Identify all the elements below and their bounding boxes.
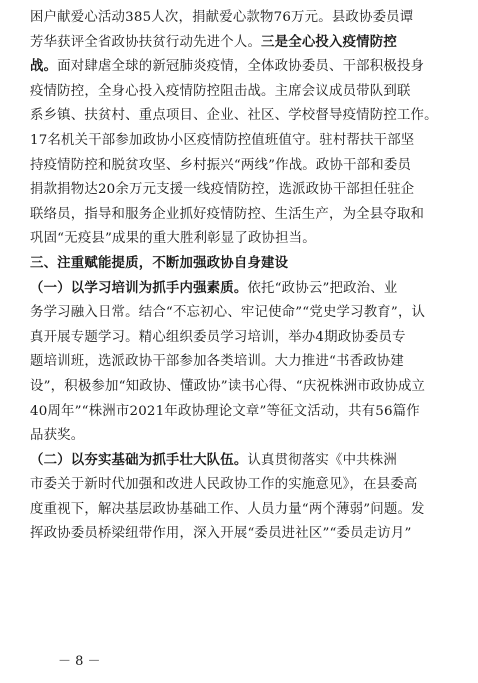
text-line xyxy=(30,252,448,277)
text-line xyxy=(30,375,448,400)
body-text: 40周年”“株洲市2021年政协理论文章”等征文活动，共有56篇作 xyxy=(30,403,420,419)
body-text: 挥政协委员桥梁纽带作用，深入开展“委员进社区”“委员走访月” xyxy=(30,526,412,542)
body-text: 系乡镇、扶贫村、重点项目、企业、社区、学校督导疫情防控工作。 xyxy=(30,108,438,124)
body-text: 面对肆虐全球的新冠肺炎疫情，全体政协委员、干部积极投身 xyxy=(57,59,425,75)
emphasis-text: （一）以学习培训为抓手内强素质。 xyxy=(30,280,248,296)
body-text: 品获奖。 xyxy=(30,428,85,444)
text-line xyxy=(30,203,448,228)
text-line xyxy=(30,277,448,302)
body-text: 依托“政协云”把政治、业 xyxy=(247,280,398,296)
body-text: 联络员，指导和服务企业抓好疫情防控、生活生产，为全县夺取和 xyxy=(30,206,425,222)
text-line xyxy=(30,424,448,449)
emphasis-text: 三、注重赋能提质，不断加强政协自身建设 xyxy=(30,255,289,271)
body-text: 持疫情防控和脱贫攻坚、乡村振兴“两线”作战。政协干部和委员 xyxy=(30,157,412,173)
emphasis-text: （二）以夯实基础为抓手壮大队伍。 xyxy=(30,452,248,468)
text-line xyxy=(30,301,448,326)
body-text: 困户献爱心活动385人次，捐献爱心款物76万元。县政协委员谭 xyxy=(30,10,414,25)
text-line xyxy=(30,498,448,523)
body-text: 疫情防控，全身心投入疫情防控阻击战。主席会议成员带队到联 xyxy=(30,83,411,99)
emphasis-text: 三是全心投入疫情防控 xyxy=(261,34,397,50)
text-line xyxy=(30,6,448,31)
emphasis-text: 战。 xyxy=(30,59,58,75)
body-text: 设”，积极参加“知政协、懂政协”读书心得、“庆祝株洲市政协成立 xyxy=(30,378,426,394)
body-text: 务学习融入日常。结合“不忘初心、牢记使命”“党史学习教育”，认 xyxy=(30,305,426,321)
text-line xyxy=(30,350,448,375)
text-line xyxy=(30,31,448,56)
text-line xyxy=(30,326,448,351)
text-line xyxy=(30,104,448,129)
body-text: 芳华获评全省政协扶贫行动先进个人。 xyxy=(30,34,262,50)
text-line xyxy=(30,178,448,203)
text-line xyxy=(30,80,448,105)
text-line xyxy=(30,473,448,498)
text-line xyxy=(30,55,448,80)
body-text: 题培训班，选派政协干部参加各类培训。大力推进“书香政协建 xyxy=(30,354,404,370)
body-text: 巩固“无疫县”成果的重大胜利彰显了政协担当。 xyxy=(30,231,316,247)
body-text: 17名机关干部参加政协小区疫情防控值班值守。驻村帮扶干部坚 xyxy=(30,132,415,148)
body-text: 真开展专题学习。精心组织委员学习培训，举办4期政协委员专 xyxy=(30,329,406,345)
text-line xyxy=(30,129,448,154)
text-line xyxy=(30,400,448,425)
text-line xyxy=(30,449,448,474)
text-line xyxy=(30,227,448,252)
text-line xyxy=(30,522,448,547)
document-body xyxy=(30,6,448,547)
text-line xyxy=(30,154,448,179)
body-text: 度重视下，解决基层政协基础工作、人员力量“两个薄弱”问题。发 xyxy=(30,501,425,517)
page-number: － 8 － xyxy=(58,654,101,669)
body-text: 认真贯彻落实《中共株洲 xyxy=(247,452,397,468)
body-text: 市委关于新时代加强和改进人民政协工作的实施意见》，在县委高 xyxy=(30,477,418,493)
body-text: 捐款捐物达20余万元支援一线疫情防控，选派政协干部担任驻企 xyxy=(30,182,415,198)
